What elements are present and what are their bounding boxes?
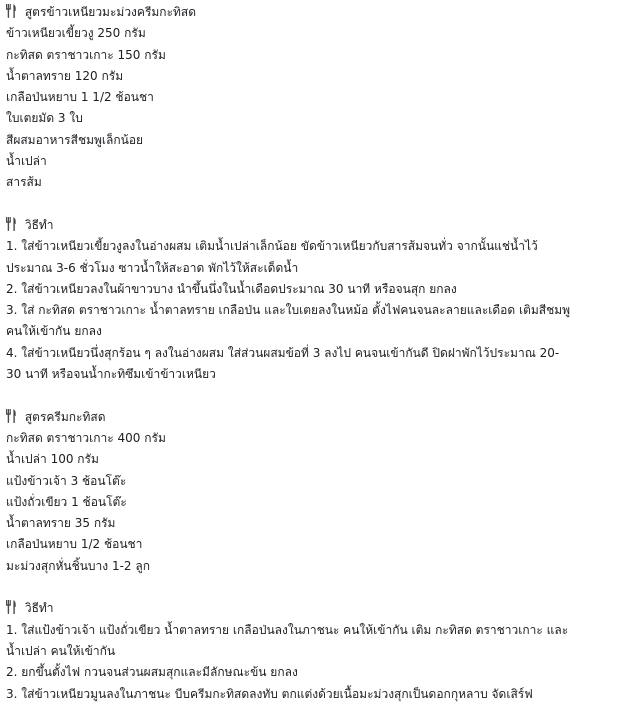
rice-recipe-section: [6, 2, 623, 194]
fork-and-knife-icon: [6, 4, 17, 18]
cream-recipe-section: [6, 407, 623, 577]
method-step-line: 2. ยกขึ้นตั้งไฟ กวนจนส่วนผสมสุกและมีลักษณะข้น ยกลง: [6, 665, 298, 680]
fork-and-knife-icon: [6, 217, 17, 231]
ingredient-item: เกลือป่นหยาบ 1/2 ช้อนชา: [6, 537, 143, 552]
method-title: วิธีทำ: [24, 217, 54, 232]
ingredient-item: สีผสมอาหารสีชมพูเล็กน้อย: [6, 132, 144, 147]
spacer: [6, 385, 623, 406]
section-heading: [6, 215, 623, 236]
method-step-line: 1. ใส่แป้งข้าวเจ้า แป้งถั่วเขียว น้ำตาลทราย เกลือป่นลงในภาชนะ คนให้เข้ากัน เติม กะทิสด ตราชาวเกาะ และ: [6, 622, 569, 637]
section-heading: [6, 2, 623, 23]
fork-and-knife-icon: [6, 600, 17, 614]
method-step-line: 30 นาที หรือจนน้ำกะทิซึมเข้าข้าวเหนียว: [6, 367, 216, 382]
method-step-line: 4. ใส่ข้าวเหนียวนึ่งสุกร้อน ๆ ลงในอ่างผสม ใส่ส่วนผสมข้อที่ 3 ลงไป คนจนเข้ากันดี ปิดฝาพักไว้ประมาณ 20-: [6, 345, 560, 360]
ingredient-item: ใบเตยมัด 3 ใบ: [6, 111, 83, 126]
method-step-line: คนให้เข้ากัน ยกลง: [6, 324, 102, 339]
ingredient-item: แป้งข้าวเจ้า 3 ช้อนโต๊ะ: [6, 473, 127, 488]
method-step-line: 1. ใส่ข้าวเหนียวเขี้ยวงูลงในอ่างผสม เติมน้ำเปล่าเล็กน้อย ขัดข้าวเหนียวกับสารส้มจนทั่ว จากนั้นแช่น้ำไว้: [6, 239, 538, 254]
fork-and-knife-icon: [6, 409, 17, 423]
cream-method-section: [6, 598, 623, 704]
cream-title: สูตรครีมกะทิสด: [24, 409, 106, 424]
ingredient-item: น้ำตาลทราย 35 กรัม: [6, 516, 116, 531]
method-step-line: ประมาณ 3-6 ชั่วโมง ซาวน้ำให้สะอาด พักไว้ให้สะเด็ดน้ำ: [6, 260, 299, 275]
ingredient-item: น้ำเปล่า 100 กรัม: [6, 452, 99, 467]
method-step-line: 3. ใส่ กะทิสด ตราชาวเกาะ น้ำตาลทราย เกลือป่น และใบเตยลงในหม้อ ตั้งไฟคนจนละลายและเดือด เติมสีชมพู: [6, 303, 571, 318]
ingredient-item: มะม่วงสุกหั่นชิ้นบาง 1-2 ลูก: [6, 558, 150, 573]
cream-ingredients-list: [6, 428, 623, 577]
section-heading: [6, 407, 623, 428]
ingredient-item: เกลือป่นหยาบ 1 1/2 ช้อนชา: [6, 90, 154, 105]
ingredient-item: ข้าวเหนียวเขี้ยวงู 250 กรัม: [6, 26, 146, 41]
spacer: [6, 577, 623, 598]
ingredient-item: กะทิสด ตราชาวเกาะ 400 กรัม: [6, 430, 166, 445]
method-title: วิธีทำ: [24, 601, 54, 616]
rice-method-section: [6, 215, 623, 385]
ingredient-item: น้ำเปล่า: [6, 154, 47, 169]
ingredient-item: แป้งถั่วเขียว 1 ช้อนโต๊ะ: [6, 494, 127, 509]
method-step-line: 3. ใส่ข้าวเหนียวมูนลงในภาชนะ บีบครีมกะทิสดลงทับ ตกแต่งด้วยเนื้อมะม่วงสุกเป็นดอกกุหลาบ จัดเสิร์ฟ: [6, 686, 533, 701]
recipe-title: สูตรข้าวเหนียวมะม่วงครีมกะทิสด: [24, 5, 197, 19]
ingredient-item: กะทิสด ตราชาวเกาะ 150 กรัม: [6, 47, 166, 62]
ingredient-item: น้ำตาลทราย 120 กรัม: [6, 68, 124, 83]
ingredient-item: สารส้ม: [6, 175, 42, 190]
section-heading: [6, 598, 623, 619]
method-step-line: 2. ใส่ข้าวเหนียวลงในผ้าขาวบาง นำขึ้นนึ่งในน้ำเดือดประมาณ 30 นาที หรือจนสุก ยกลง: [6, 281, 457, 296]
rice-ingredients-list: [6, 23, 623, 193]
method-step-line: น้ำเปล่า คนให้เข้ากัน: [6, 643, 116, 658]
spacer: [6, 194, 623, 215]
